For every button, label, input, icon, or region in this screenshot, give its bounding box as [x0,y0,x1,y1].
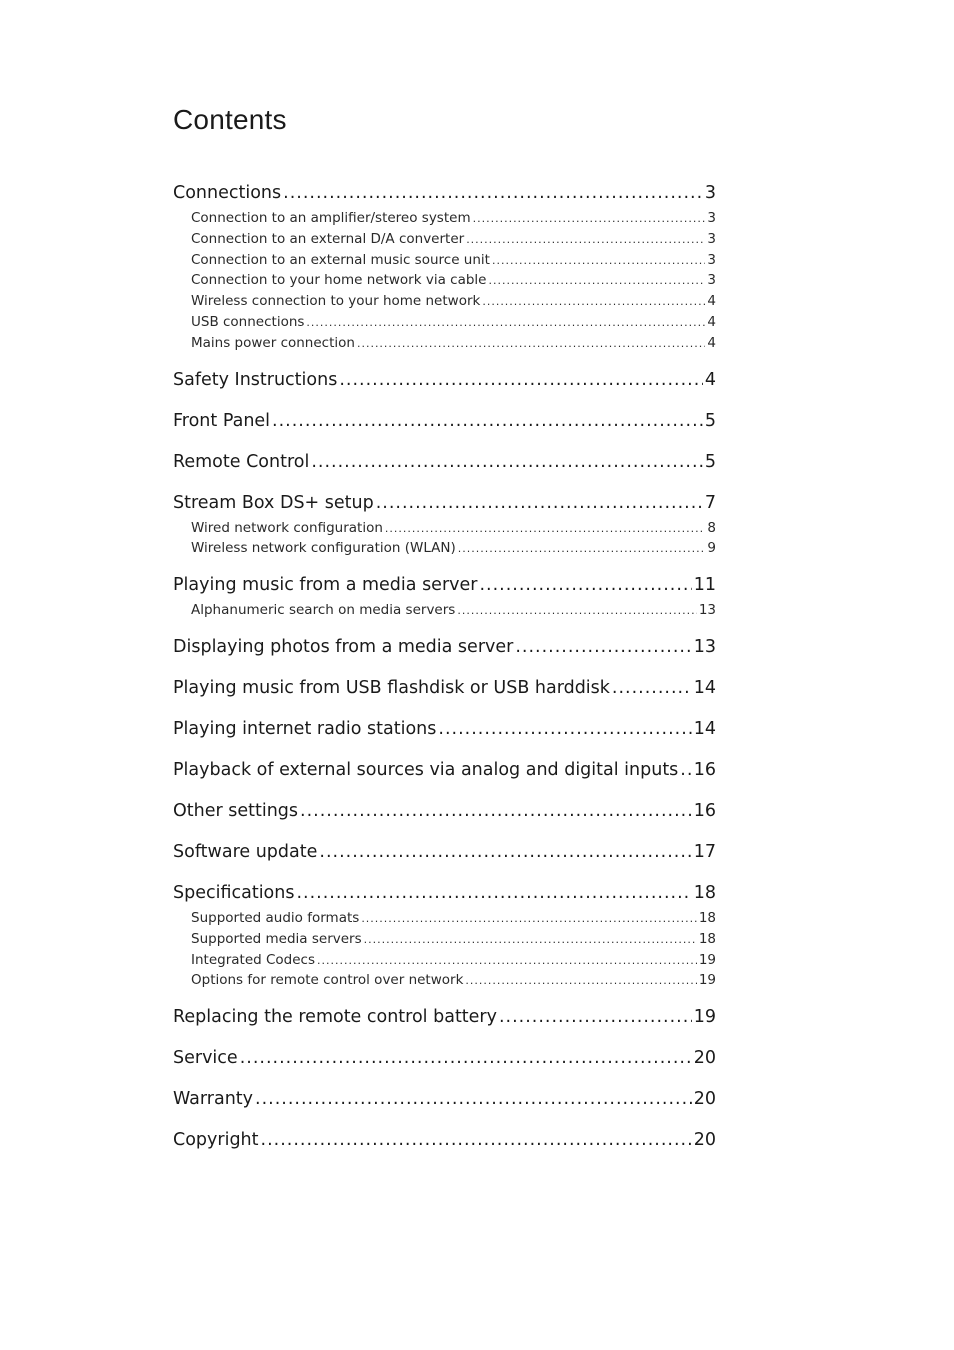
dot-leader [296,878,691,908]
dot-leader [473,209,706,229]
toc-entry-title: Playing music from a media server [173,575,478,596]
toc-sub-entry-title: Options for remote control over network [191,972,464,989]
toc-sub-entry[interactable] [173,908,716,929]
dot-leader [465,971,696,991]
toc-entry[interactable] [173,1002,716,1032]
toc-sub-entry-page: 8 [707,519,716,536]
toc-entry-page: 4 [704,369,716,390]
toc-entry-title: Other settings [173,800,299,821]
dot-leader [339,365,703,395]
table-of-contents [173,178,716,1155]
toc-entry-title: Connections [173,183,282,203]
toc-sub-entry-title: Wireless network configuration (WLAN) [191,540,456,557]
toc-sub-entry[interactable] [173,291,716,312]
toc-entry[interactable] [173,1125,716,1155]
toc-entry-title: Warranty [173,1089,254,1110]
dot-leader [515,632,691,662]
toc-sub-entry-page: 3 [707,230,716,247]
toc-entry-page: 16 [693,759,716,780]
toc-entry-title: Playing music from USB flashdisk or USB harddisk [173,677,610,698]
toc-sub-entry-title: Alphanumeric search on media servers [191,602,456,619]
toc-entry[interactable] [173,178,716,208]
toc-entry[interactable] [173,837,716,867]
toc-sub-list [173,908,716,991]
toc-entry-title: Specifications [173,882,295,903]
toc-entry-title: Remote Control [173,451,310,472]
toc-sub-entry-title: Integrated Codecs [191,951,316,968]
toc-sub-entry-page: 18 [698,930,716,947]
toc-entry-page: 5 [704,451,716,472]
dot-leader [311,447,703,477]
toc-sub-entry-page: 4 [707,334,716,351]
dot-leader [364,930,697,950]
dot-leader [492,251,705,271]
toc-entry-title: Displaying photos from a media server [173,636,514,657]
toc-entry[interactable] [173,365,716,395]
toc-entry-title: Stream Box DS+ setup [173,492,374,513]
toc-sub-entry-page: 3 [707,210,716,226]
dot-leader [458,539,706,559]
dot-leader [499,1002,692,1032]
dot-leader [385,519,706,539]
toc-entry-page: 16 [693,800,716,821]
toc-sub-entry[interactable] [173,312,716,333]
dot-leader [466,230,705,250]
dot-leader [438,714,691,744]
toc-entry[interactable] [173,570,716,600]
dot-leader [240,1043,692,1073]
dot-leader [272,406,703,436]
toc-entry[interactable] [173,1084,716,1114]
toc-entry-page: 18 [693,882,716,903]
toc-entry-page: 20 [693,1130,716,1151]
toc-entry[interactable] [173,632,716,662]
toc-entry-page: 20 [693,1089,716,1110]
toc-entry-page: 17 [693,841,716,862]
toc-sub-list [173,600,716,621]
dot-leader [283,178,703,208]
dot-leader [255,1084,692,1114]
dot-leader [261,1125,692,1155]
toc-sub-entry-page: 3 [707,251,716,268]
dot-leader [479,570,691,600]
toc-sub-entry-page: 19 [698,972,716,989]
toc-sub-entry-page: 19 [698,951,716,968]
toc-entry[interactable] [173,1043,716,1073]
toc-sub-entry-page: 3 [707,272,716,289]
toc-sub-entry[interactable] [173,518,716,539]
toc-sub-entry-title: Connection to an amplifier/stereo system [191,210,471,226]
toc-entry-page: 14 [693,677,716,698]
toc-sub-entry[interactable] [173,929,716,950]
toc-sub-entry-title: Connection to an external music source unit [191,251,490,268]
dot-leader [306,313,705,333]
toc-sub-entry[interactable] [173,950,716,971]
toc-entry-title: Software update [173,841,318,862]
toc-entry-title: Safety Instructions [173,369,338,390]
toc-sub-entry[interactable] [173,538,716,559]
toc-entry-page: 5 [704,410,716,431]
dot-leader [300,796,692,826]
toc-sub-entry[interactable] [173,333,716,354]
dot-leader [488,271,705,291]
toc-entry-title: Service [173,1048,238,1069]
dot-leader [457,601,696,621]
toc-sub-entry-title: Supported audio formats [191,909,360,926]
toc-sub-entry-title: USB connections [191,313,305,330]
toc-sub-entry[interactable] [173,600,716,621]
toc-sub-entry[interactable] [173,208,716,229]
toc-entry[interactable] [173,673,716,703]
toc-sub-entry-title: Connection to your home network via cable [191,272,487,289]
toc-sub-entry[interactable] [173,970,716,991]
toc-sub-entry-page: 4 [707,313,716,330]
toc-sub-entry-page: 4 [707,293,716,310]
toc-entry-page: 11 [693,575,716,596]
dot-leader [317,951,697,971]
dot-leader [680,755,691,785]
toc-entry-title: Playing internet radio stations [173,718,437,739]
toc-sub-entry-page: 13 [698,602,716,619]
toc-sub-entry-title: Wired network configuration [191,519,383,536]
toc-sub-entry-title: Wireless connection to your home network [191,293,481,310]
toc-entry-page: 7 [704,492,716,513]
toc-sub-entry-title: Supported media servers [191,930,362,947]
toc-entry[interactable] [173,406,716,436]
toc-sub-entry[interactable] [173,270,716,291]
toc-entry[interactable] [173,796,716,826]
toc-entry-title: Front Panel [173,410,271,431]
toc-entry-page: 13 [693,636,716,657]
toc-sub-list [173,208,716,354]
toc-entry[interactable] [173,488,716,518]
toc-sub-entry[interactable] [173,229,716,250]
toc-sub-list [173,518,716,560]
dot-leader [357,334,705,354]
toc-sub-entry-title: Connection to an external D/A converter [191,230,465,247]
toc-sub-entry-page: 9 [707,540,716,557]
dot-leader [361,909,697,929]
dot-leader [612,673,692,703]
toc-entry-title: Replacing the remote control battery [173,1007,497,1028]
toc-entry-page: 20 [693,1048,716,1069]
dot-leader [376,488,703,518]
toc-entry[interactable] [173,878,716,908]
toc-entry[interactable] [173,447,716,477]
toc-sub-entry-title: Mains power connection [191,334,355,351]
toc-entry-title: Playback of external sources via analog and digital inputs [173,759,679,780]
toc-entry[interactable] [173,755,716,785]
toc-entry-page: 3 [704,183,716,203]
toc-entry-page: 19 [693,1007,716,1028]
toc-sub-entry-page: 18 [698,909,716,926]
toc-entry[interactable] [173,714,716,744]
dot-leader [482,292,705,312]
page-title: Contents [173,104,287,135]
toc-entry-title: Copyright [173,1130,259,1151]
toc-entry-page: 14 [693,718,716,739]
dot-leader [319,837,691,867]
toc-sub-entry[interactable] [173,250,716,271]
